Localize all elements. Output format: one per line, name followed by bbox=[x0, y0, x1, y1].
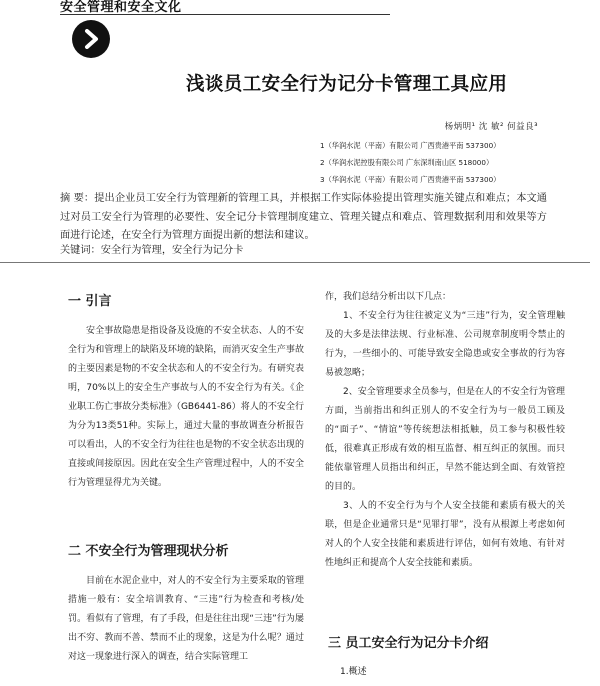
abstract bbox=[60, 190, 547, 246]
author-affiliations bbox=[320, 137, 500, 188]
point-2: 2、安全管理要求全员参与，但是在人的不安全行为管理方面，当前指出和纠正别人的不安全行为与一般员工顾及的“面子”、“情谊”等传统想法相抵触，员工参与积极性较低，很难真正形成有效的相互监督、相互纠正的氛围。而只能依靠管理人员指出和纠正，早然不能达到全面、有效管控的目的。 bbox=[325, 387, 565, 492]
section-heading-scorecard: 三 员工安全行为记分卡介绍 bbox=[328, 636, 489, 651]
keywords-label: 关键词： bbox=[60, 245, 101, 256]
abstract-text: 提出企业员工安全行为管理新的管理工具，并根据工作实际体验提出管理实施关键点和难点；本文通过对员工安全行为管理的必要性、安全记分卡管理制度建立、管理关键点和难点、管理数据利用和效果等方面进行论述，在安全行为管理方面提出新的想法和建议。 bbox=[60, 193, 547, 241]
header-rule bbox=[60, 14, 390, 15]
article-title: 浅谈员工安全行为记分卡管理工具应用 bbox=[186, 74, 508, 95]
point-1: 1、不安全行为往往被定义为“三违”行为，安全管理触及的大多是法律法规、行业标准、公司规章制度明令禁止的行为，一些细小的、可能导致安全隐患或安全事故的行为容易被忽略； bbox=[325, 311, 565, 378]
right-intro: 作，我们总结分析出以下几点： bbox=[325, 292, 452, 302]
abstract-label: 摘 要： bbox=[60, 193, 95, 204]
article-authors: 杨炳明¹ 沈 敏² 何益良³ bbox=[444, 122, 538, 132]
left-column-intro bbox=[68, 322, 304, 493]
keywords bbox=[60, 242, 243, 260]
journal-section-header: 安全管理和安全文化 bbox=[60, 0, 182, 15]
keywords-text: 安全行为管理，安全行为记分卡 bbox=[100, 245, 244, 256]
affiliation: 2（华润水泥控股有限公司 广东深圳南山区 518000） bbox=[320, 158, 494, 167]
intro-paragraph: 安全事故隐患是指设备及设施的不安全状态、人的不安全行为和管理上的缺陷及环境的缺陷，而消灭安全生产事故的主要因素是物的不安全状态和人的不安全行为。有研究表明，70%以上的安全生产事故与人的不安全行为有关。《企业职工伤亡事故分类标准》（GB6441-86）将人的不安全行为分为13类51种。实际上，通过大量的事故调查分析报告可以看出，人的不安全行为往往也是物的不安全状态出现的直接或间接原因。因此在安全生产管理过程中，人的不安全行为管理显得尤为关键。 bbox=[68, 326, 304, 488]
section-heading-intro: 一 引言 bbox=[68, 294, 112, 309]
section-badge bbox=[72, 20, 110, 58]
abstract-divider bbox=[0, 262, 590, 263]
affiliation: 1（华润水泥（平南）有限公司 广西贵港平南 537300） bbox=[320, 141, 501, 150]
affiliation: 3（华润水泥（平南）有限公司 广西贵港平南 537300） bbox=[320, 175, 501, 184]
status-paragraph: 目前在水泥企业中，对人的不安全行为主要采取的管理措施一般有：安全培训教育、“三违”行为检查和考核/处罚。看似有了管理，有了手段，但是往往出现“三违”行为屡出不穷、教而不善、禁而不止的现象，这是为什么呢？通过对这一现象进行深入的调查，结合实际管理工 bbox=[68, 576, 304, 662]
left-column-status bbox=[68, 572, 304, 667]
right-column bbox=[325, 288, 565, 573]
chevron-right-icon bbox=[81, 29, 101, 49]
subsection-overview: 1.概述 bbox=[340, 667, 367, 677]
section-heading-status: 二 不安全行为管理现状分析 bbox=[68, 544, 229, 559]
point-3: 3、人的不安全行为与个人安全技能和素质有极大的关联，但是企业通常只是“见罪打罪”，没有从根源上考虑如何对人的个人安全技能和素质进行评估，如何有效地、有针对性地纠正和提高个人安全技能和素质。 bbox=[325, 501, 565, 568]
